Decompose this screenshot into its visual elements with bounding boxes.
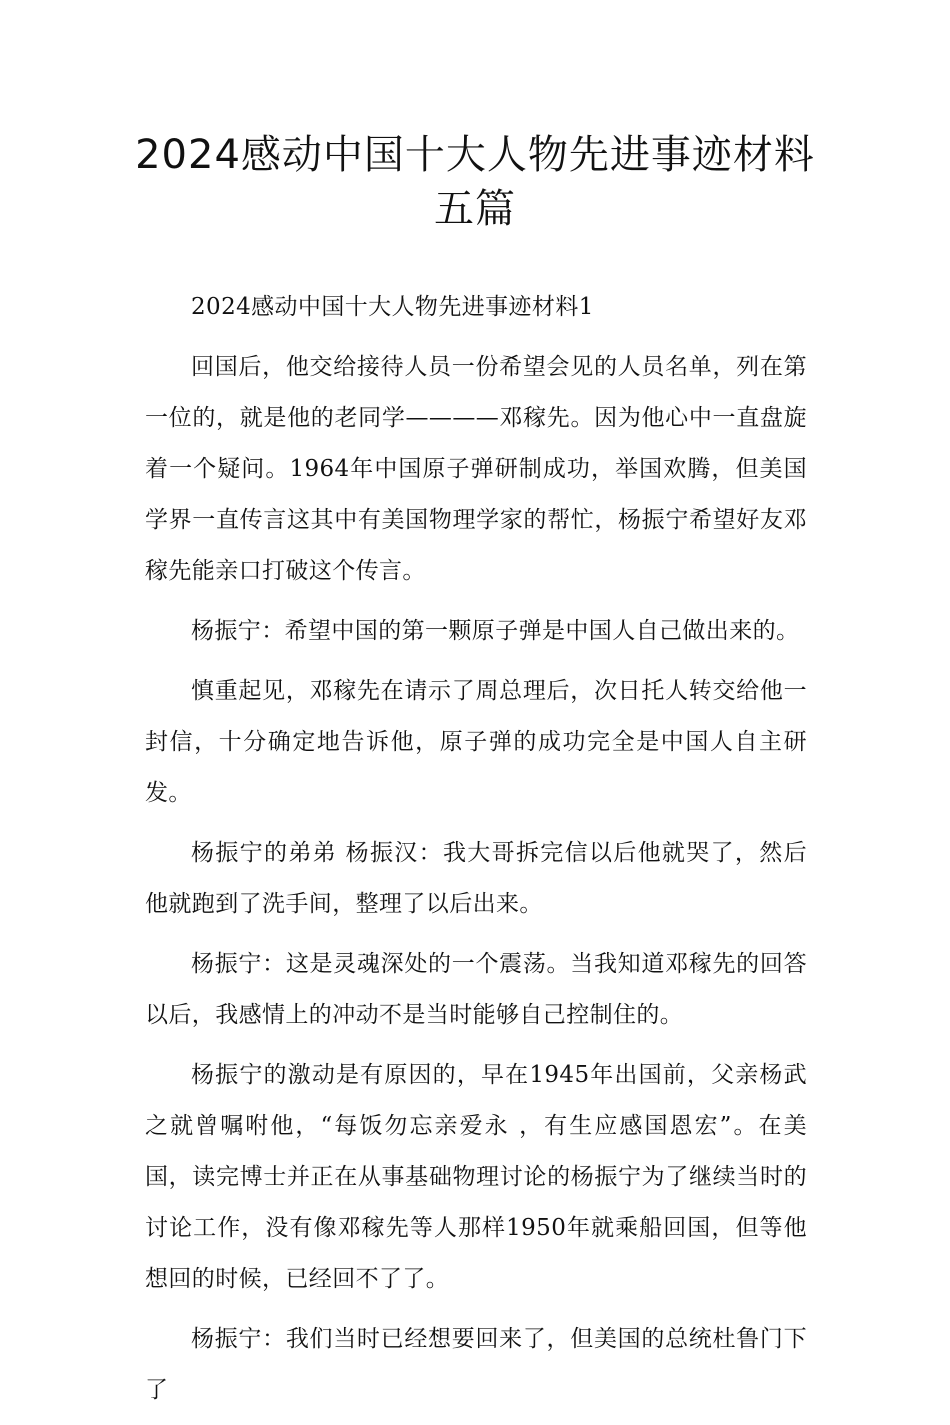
paragraph: 杨振宁：希望中国的第一颗原子弹是中国人自己做出来的。 xyxy=(191,618,800,644)
document-body xyxy=(145,282,807,1425)
paragraph: 杨振宁的弟弟 杨振汉：我大哥拆完信以后他就哭了，然后他就跑到了洗手间，整理了以后出来。 xyxy=(145,840,807,917)
paragraph: 杨振宁：我们当时已经想要回来了，但美国的总统杜鲁门下了 xyxy=(145,1326,807,1403)
paragraph: 杨振宁：这是灵魂深处的一个震荡。当我知道邓稼先的回答以后，我感情上的冲动不是当时能够自己控制住的。 xyxy=(145,951,807,1028)
document-title: 2024感动中国十大人物先进事迹材料五篇 xyxy=(135,132,815,232)
paragraph: 杨振宁的激动是有原因的，早在1945年出国前，父亲杨武之就曾嘱咐他，“每饭勿忘亲爱永 ，有生应感国恩宏”。在美国，读完博士并正在从事基础物理讨论的杨振宁为了继续当时的讨论工作，没有像邓稼先等人那样1950年就乘船回国，但等他想回的时候，已经回不了了。 xyxy=(145,1062,807,1292)
paragraph: 慎重起见，邓稼先在请示了周总理后，次日托人转交给他一封信，十分确定地告诉他，原子弹的成功完全是中国人自主研发。 xyxy=(145,678,807,806)
paragraph: 回国后，他交给接待人员一份希望会见的人员名单，列在第一位的，就是他的老同学————邓稼先。因为他心中一直盘旋着一个疑问。1964年中国原子弹研制成功，举国欢腾，但美国学界一直传言这其中有美国物理学家的帮忙，杨振宁希望好友邓稼先能亲口打破这个传言。 xyxy=(145,354,807,584)
paragraph-heading: 2024感动中国十大人物先进事迹材料1 xyxy=(191,294,594,320)
